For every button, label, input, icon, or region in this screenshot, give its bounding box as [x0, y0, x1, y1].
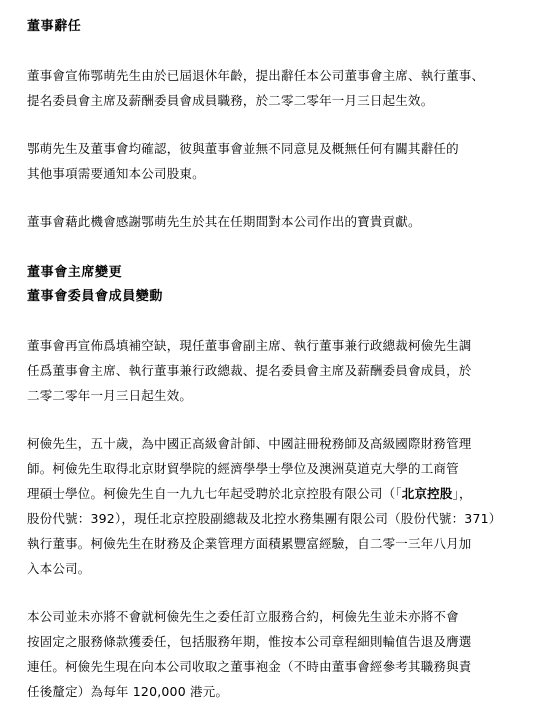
- text-segment: 」，: [452, 486, 472, 501]
- text-line: 二零二零年一月三日起生效。: [27, 388, 193, 403]
- text-line: 董事會宣佈鄂萌先生由於已屆退休年齡，提出辭任本公司董事會主席、執行董事、: [27, 68, 485, 83]
- text-line: 董事會再宣佈爲填補空缺，現任董事會副主席、執行董事兼行政總裁柯儉先生調: [27, 338, 472, 353]
- resignation-paragraph-2: [27, 136, 547, 186]
- biography-paragraph: [27, 431, 547, 581]
- text-line: 連任。柯儉先生現在向本公司收取之董事袍金（不時由董事會經參考其職務與責: [27, 659, 472, 674]
- text-line: 入本公司。: [27, 561, 91, 576]
- text-line: 柯儉先生，五十歲，為中國正高級會計師、中國註冊稅務師及高級國際財務管理: [27, 436, 472, 451]
- text-line: 鄂萌先生及董事會均確認，彼與董事會並無不同意見及概無任何有關其辭任的: [27, 141, 459, 156]
- text-line: 任後釐定）為每年 120,000 港元。: [27, 684, 229, 699]
- service-contract-paragraph: [27, 604, 547, 704]
- text-line: 其他事項需要通知本公司股東。: [27, 166, 205, 181]
- text-line: 提名委員會主席及薪酬委員會成員職務，於二零二零年一月三日起生效。: [27, 93, 434, 108]
- text-line: [27, 481, 547, 506]
- text-line: 本公司並未亦將不會就柯儉先生之委任訂立服務合約，柯儉先生並未亦將不會: [27, 609, 459, 624]
- bold-defined-term: 北京控股: [401, 486, 453, 501]
- section-title-resignation: 董事辭任: [27, 19, 82, 34]
- resignation-paragraph-1: [27, 63, 547, 113]
- text-line: 執行董事。柯儉先生在財務及企業管理方面積累豐富經驗，自二零一三年八月加: [27, 536, 472, 551]
- text-line: 股份代號：392），現任北京控股副總裁及北控水務集團有限公司（股份代號：371）: [27, 511, 502, 526]
- text-line: 董事會藉此機會感謝鄂萌先生於其在任期間對本公司作出的寶貴貢獻。: [27, 214, 421, 229]
- section-title-chairman-change: 董事會主席變更: [27, 265, 123, 280]
- text-line: 任爲董事會主席、執行董事兼行政總裁、提名委員會主席及薪酬委員會成員，於: [27, 363, 472, 378]
- section-title-committee-change: 董事會委員會成員變動: [27, 289, 164, 304]
- resignation-paragraph-3: [27, 209, 547, 234]
- document-body: [27, 10, 547, 704]
- text-line: 師。柯儉先生取得北京財貿學院的經濟學學士學位及澳洲莫道克大學的工商管: [27, 461, 459, 476]
- text-segment: 理碩士學位。柯儉先生自一九九七年起受聘於北京控股有限公司（「: [27, 486, 402, 501]
- change-paragraph-1: [27, 333, 547, 408]
- text-line: 按固定之服務條款獲委任，包括服務年期，惟按本公司章程細則輪值告退及膺選: [27, 634, 472, 649]
